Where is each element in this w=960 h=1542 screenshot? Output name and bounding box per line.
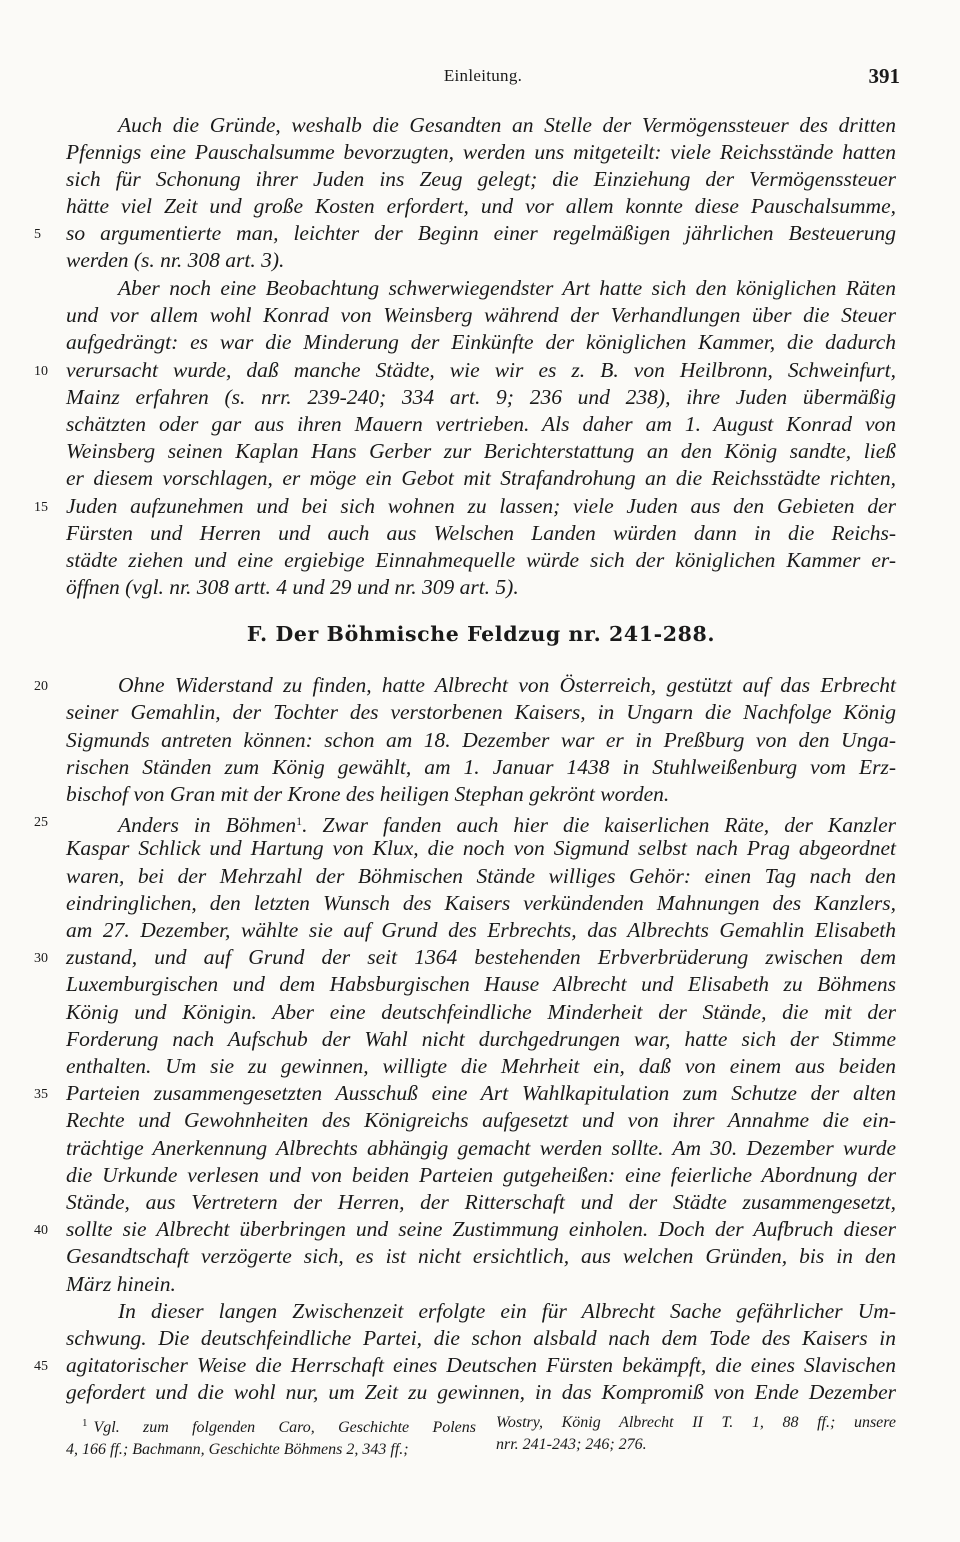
section-heading: F. Der Böhmische Feldzug nr. 241-288. xyxy=(246,622,716,646)
line-number: 45 xyxy=(34,1359,48,1374)
text-line: Gesandtschaft verzögerte sich, es ist nicht ersichtlich, aus welchen Gründen, bis in den xyxy=(66,1244,896,1268)
text-line: Mainz erfahren (s. nrr. 239-240; 334 art. 9; 236 und 238), ihre Juden übermäßig xyxy=(66,385,896,409)
line-number: 5 xyxy=(34,227,41,242)
text-line: am 27. Dezember, wählte sie auf Grund des Erbrechts, das Albrechts Gemahlin Elisabeth xyxy=(66,918,896,942)
line-number: 40 xyxy=(34,1223,48,1238)
text-line xyxy=(66,808,896,838)
text-segment: Anders in Böhmen xyxy=(118,813,297,837)
text-line: so argumentierte man, leichter der Beginn einer regelmäßigen jährlichen Besteuerung xyxy=(66,221,896,245)
footnote-reference[interactable]: 1 xyxy=(296,814,303,828)
text-line: Luxemburgischen und dem Habsburgischen Hause Albrecht und Elisabeth zu Böhmens xyxy=(66,972,896,996)
footnote-text: Vgl. zum folgenden Caro, Geschichte Polens xyxy=(93,1419,476,1436)
text-line: Fürsten und Herren und auch aus Welschen Landen würden dann in die Reichs- xyxy=(66,521,896,545)
text-line: rischen Ständen zum König gewählt, am 1. Januar 1438 in Stuhlweißenburg vom Erz- xyxy=(66,755,896,779)
text-line: agitatorischer Weise die Herrschaft eines Deutschen Fürsten bekämpft, die eines Slavischen xyxy=(66,1353,896,1377)
text-line: Forderung nach Aufschub der Wahl nicht durchgedrungen war, hatte sich der Stimme xyxy=(66,1027,896,1051)
text-line: aufgedrängt: es war die Minderung der Einkünfte der königlichen Kammer, die dadurch xyxy=(66,330,896,354)
text-line: hätte viel Zeit und große Kosten erfordert, und vor allem konnte diese Pauschalsumme, xyxy=(66,194,896,218)
footnote-line: 4, 166 ff.; Bachmann, Geschichte Böhmens 2, 343 ff.; xyxy=(66,1441,409,1458)
text-line: Parteien zusammengesetzten Ausschuß eine Art Wahlkapitulation zum Schutze der alten xyxy=(66,1081,896,1105)
text-line: Weinsberg seinen Kaplan Hans Gerber zur Berichterstattung an den König sandte, ließ xyxy=(66,439,896,463)
text-line: und vor allem wohl Konrad von Weinsberg während der Verhandlungen über die Steuer xyxy=(66,303,896,327)
text-line: werden (s. nr. 308 art. 3). xyxy=(66,248,285,272)
text-line: Juden aufzunehmen und bei sich wohnen zu lassen; viele Juden aus den Gebieten der xyxy=(66,494,896,518)
text-line: eindringlichen, den letzten Wunsch des Kaisers verkündenden Mahnungen des Kanzlers, xyxy=(66,891,896,915)
text-line: städte ziehen und eine ergiebige Einnahmequelle würde sich der königlichen Kammer er- xyxy=(66,548,896,572)
footnote-line xyxy=(66,1412,476,1439)
footnote-left-column xyxy=(66,1412,476,1461)
text-line: Rechte und Gewohnheiten des Königreichs aufgesetzt und von ihrer Annahme die ein- xyxy=(66,1108,896,1132)
line-number: 35 xyxy=(34,1087,48,1102)
text-line: Kaspar Schlick und Hartung von Klux, die noch von Sigmund selbst nach Prag abgeordnet xyxy=(66,836,896,860)
running-head: Einleitung. xyxy=(443,66,523,85)
text-line: sollte sie Albrecht überbringen und seine Zustimmung einholen. Doch der Aufbruch dieser xyxy=(66,1217,896,1241)
page-header xyxy=(66,66,900,96)
line-number: 10 xyxy=(34,364,48,379)
page-number: 391 xyxy=(868,64,900,88)
text-line: gefordert und die wohl nur, um Zeit zu gewinnen, in das Kompromiß von Ende Dezember xyxy=(66,1380,896,1404)
text-line: er diesem vorschlagen, er möge ein Gebot mit Strafandrohung an die Reichsstädte richten, xyxy=(66,466,896,490)
text-line: schätzten oder gar aus ihren Mauern vertrieben. Als daher am 1. August Konrad von xyxy=(66,412,896,436)
text-line: König und Königin. Aber eine deutschfeindliche Minderheit der Stände, die mit der xyxy=(66,1000,896,1024)
text-line: waren, bei der Mehrzahl der Böhmischen Stände williges Gehör: einen Tag nach den xyxy=(66,864,896,888)
text-line: Stände, aus Vertretern der Herren, der Ritterschaft und der Städte zusammengesetzt, xyxy=(66,1190,896,1214)
text-line: bischof von Gran mit der Krone des heiligen Stephan gekrönt worden. xyxy=(66,782,670,806)
text-line: Sigmunds antreten können: schon am 18. Dezember war er in Preßburg von den Unga- xyxy=(66,728,896,752)
footnote-line: Wostry, König Albrecht II T. 1, 88 ff.; unsere xyxy=(496,1414,896,1431)
line-number: 20 xyxy=(34,679,48,694)
text-line: verursacht wurde, daß manche Städte, wie wir es z. B. von Heilbronn, Schweinfurt, xyxy=(66,358,896,382)
text-line: März hinein. xyxy=(66,1272,176,1296)
footnote-right-column xyxy=(496,1412,896,1456)
text-line: enthalten. Um sie zu gewinnen, willigte die Mehrheit ein, daß von einem aus beiden xyxy=(66,1054,896,1078)
text-segment: . Zwar fanden auch hier die kaiserlichen Räte, der Kanzler xyxy=(302,813,896,837)
text-line: sich für Schonung ihrer Juden ins Zeug gelegt; die Einziehung der Vermögenssteuer xyxy=(66,167,896,191)
line-number: 25 xyxy=(34,815,48,830)
text-line: zustand, und auf Grund der seit 1364 bestehenden Erbverbrüderung zwischen dem xyxy=(66,945,896,969)
text-line: In dieser langen Zwischenzeit erfolgte ein für Albrecht Sache gefährlicher Um- xyxy=(118,1299,896,1323)
text-line: Pfennigs eine Pauschalsumme bevorzugten, werden uns mitgeteilt: viele Reichsstände hatten xyxy=(66,140,896,164)
text-line: schwung. Die deutschfeindliche Partei, die schon alsbald nach dem Tode des Kaisers in xyxy=(66,1326,896,1350)
text-line: seiner Gemahlin, der Tochter des verstorbenen Kaisers, in Ungarn die Nachfolge König xyxy=(66,700,896,724)
footnote-line: nrr. 241-243; 246; 276. xyxy=(496,1436,647,1453)
text-line: trächtige Anerkennung Albrechts abhängig gemacht werden sollte. Am 30. Dezember wurde xyxy=(66,1136,896,1160)
text-line: Aber noch eine Beobachtung schwerwiegendster Art hatte sich den königlichen Räten xyxy=(118,276,896,300)
text-line: Ohne Widerstand zu finden, hatte Albrecht von Österreich, gestützt auf das Erbrecht xyxy=(118,673,896,697)
line-number: 30 xyxy=(34,951,48,966)
text-line: öffnen (vgl. nr. 308 artt. 4 und 29 und nr. 309 art. 5). xyxy=(66,575,519,599)
text-line: die Urkunde verlesen und von beiden Parteien gutgeheißen: eine feierliche Abordnung der xyxy=(66,1163,896,1187)
text-line: Auch die Gründe, weshalb die Gesandten an Stelle der Vermögenssteuer des dritten xyxy=(118,113,896,137)
line-number: 15 xyxy=(34,500,48,515)
footnote-mark: 1 xyxy=(82,1417,88,1429)
